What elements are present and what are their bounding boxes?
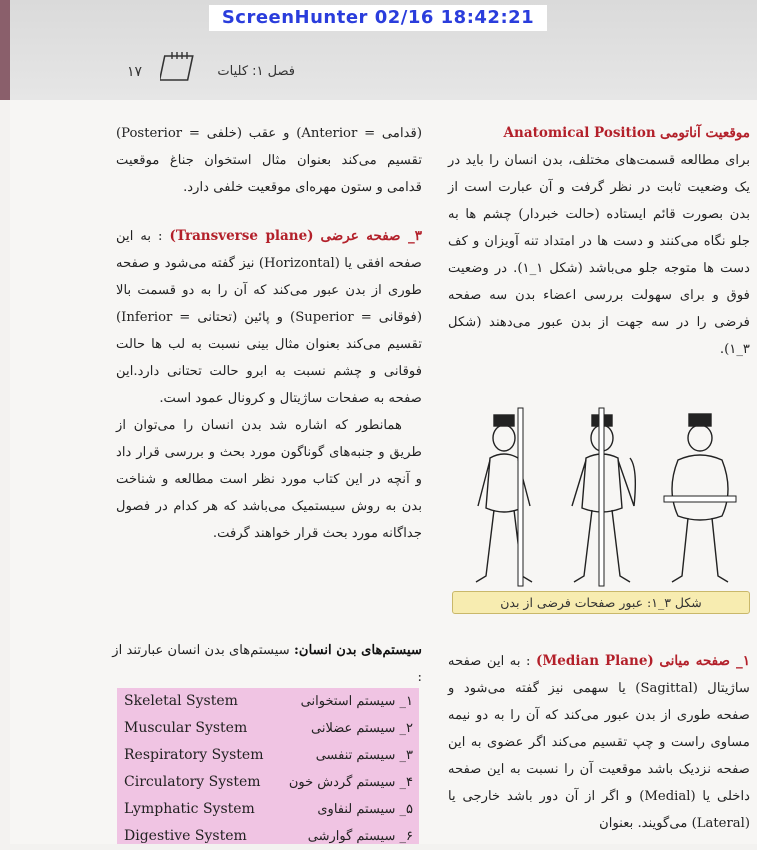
system-fa: ۴_ سیستم گردش خون	[288, 775, 413, 790]
system-fa: ۲_ سیستم عضلانی	[311, 721, 413, 736]
list-item	[117, 796, 419, 823]
paragraph-anatomical-position: برای مطالعه قسمت‌های مختلف، بدن انسان را باید در یک وضعیت ثابت در نظر گرفت و آن عبارت است از بدن بصورت قائم ایستاده (حالت خبردار) چشم ها به جلو نگاه می‌کنند و دست ها در امتداد تنه آویزان و کف دست ها متوجه جلو می‌باشد (شکل ۱_۱). در وضعیت فوق و برای سهولت بررسی اعضاء بدن سه صفحه فرضی را در سه جهت از بدن عبور می‌دهند (شکل ۳_۱).	[448, 153, 750, 357]
screenhunter-watermark: ScreenHunter 02/16 18:42:21	[209, 5, 547, 31]
system-en: Digestive System	[124, 828, 247, 844]
paragraph-anterior-posterior: (قدامی = Anterior) و عقب (خلفی = Posterior) تقسیم می‌کند بعنوان مثال استخوان جناغ موقعیت قدامی و ستون مهره‌ای موقعیت خلفی دارد.	[116, 126, 422, 195]
system-fa: ۱_ سیستم استخوانی	[300, 694, 413, 709]
transverse-heading-en: (Transverse plane)	[169, 228, 314, 244]
systems-heading: سیستم‌های بدن انسان:	[294, 643, 422, 658]
list-item	[117, 823, 419, 850]
left-column	[116, 120, 422, 547]
coronal-plane-slice	[599, 408, 604, 586]
list-item	[117, 769, 419, 796]
page-number: ۱۷	[127, 64, 143, 80]
list-item	[117, 688, 419, 715]
figure-man-left	[476, 415, 532, 582]
systems-intro	[112, 637, 422, 691]
figure-anatomical-planes	[452, 398, 750, 590]
transverse-plane-paragraph	[116, 223, 422, 412]
systems-list	[117, 688, 419, 844]
transverse-plane-slice	[664, 496, 736, 502]
system-fa: ۵_ سیستم لنفاوی	[317, 802, 413, 817]
system-en: Circulatory System	[124, 774, 261, 790]
heading-fa: موقعیت آناتومی	[659, 125, 750, 141]
paragraph-systemic-study: همانطور که اشاره شد بدن انسان را می‌توان از طریق و جنبه‌های گوناگون مورد بحث و بررسی قرار داد و آنچه در این کتاب مورد نظر است مطالعه و شناخت بدن به روش سیستمیک می‌باشد که هر کدام در فصول جداگانه مورد بحث قرار خواهند گرفت.	[116, 418, 422, 541]
transverse-text: : به این صفحه افقی یا (Horizontal) نیز گفته می‌شود و صفحه طوری از بدن عبور می‌کند که آن را به دو قسمت بالا (فوقانی = Superior) و پائین (تحتانی = Inferior) تقسیم می‌کند بعنوان مثال بینی نسبت به لب ها حالت فوقانی و چشم نسبت به ابرو حالت تحتانی دارد.این صفحه به صفحات ساژیتال و کرونال عمود است.	[116, 229, 423, 406]
system-en: Muscular System	[124, 720, 248, 736]
right-column-median	[448, 648, 750, 837]
median-plane-paragraph	[448, 648, 750, 837]
list-item	[117, 742, 419, 769]
systems-intro-text: سیستم‌های بدن انسان عبارتند از :	[112, 643, 422, 685]
chapter-title: فصل ۱: کلیات	[217, 64, 295, 79]
notebook-icon	[160, 50, 200, 84]
median-heading-en: (Median Plane)	[535, 653, 654, 669]
list-item	[117, 715, 419, 742]
book-spine-bar	[0, 0, 10, 100]
system-fa: ۶_ سیستم گوارشی	[307, 829, 413, 844]
system-en: Lymphatic System	[124, 801, 255, 817]
system-fa: ۳_ سیستم تنفسی	[315, 748, 413, 763]
system-en: Respiratory System	[124, 747, 264, 763]
figure-caption: شکل ۳_۱: عبور صفحات فرضی از بدن	[452, 591, 750, 614]
sagittal-plane-slice	[518, 408, 523, 586]
median-heading: ۱_ صفحه میانی	[659, 653, 750, 669]
right-column-intro	[448, 120, 750, 363]
system-en: Skeletal System	[124, 693, 238, 709]
transverse-heading: ۳_ صفحه عرضی	[320, 228, 422, 244]
heading-en: Anatomical Position	[503, 125, 656, 141]
median-text: : به این صفحه ساژیتال (Sagittal) یا سهمی نیز گفته می‌شود و صفحه طوری از بدن عبور می‌کند که آن را به دو نیمه مساوی راست و چپ تقسیم می‌کند اگر عضوی به این صفحه نزدیک باشد موقعیت آن را نسبت به این صفحه داخلی یا (Medial) و اگر از آن دور باشد خارجی یا (Lateral) می‌گویند. بعنوان	[448, 654, 750, 831]
section-heading	[448, 120, 750, 147]
